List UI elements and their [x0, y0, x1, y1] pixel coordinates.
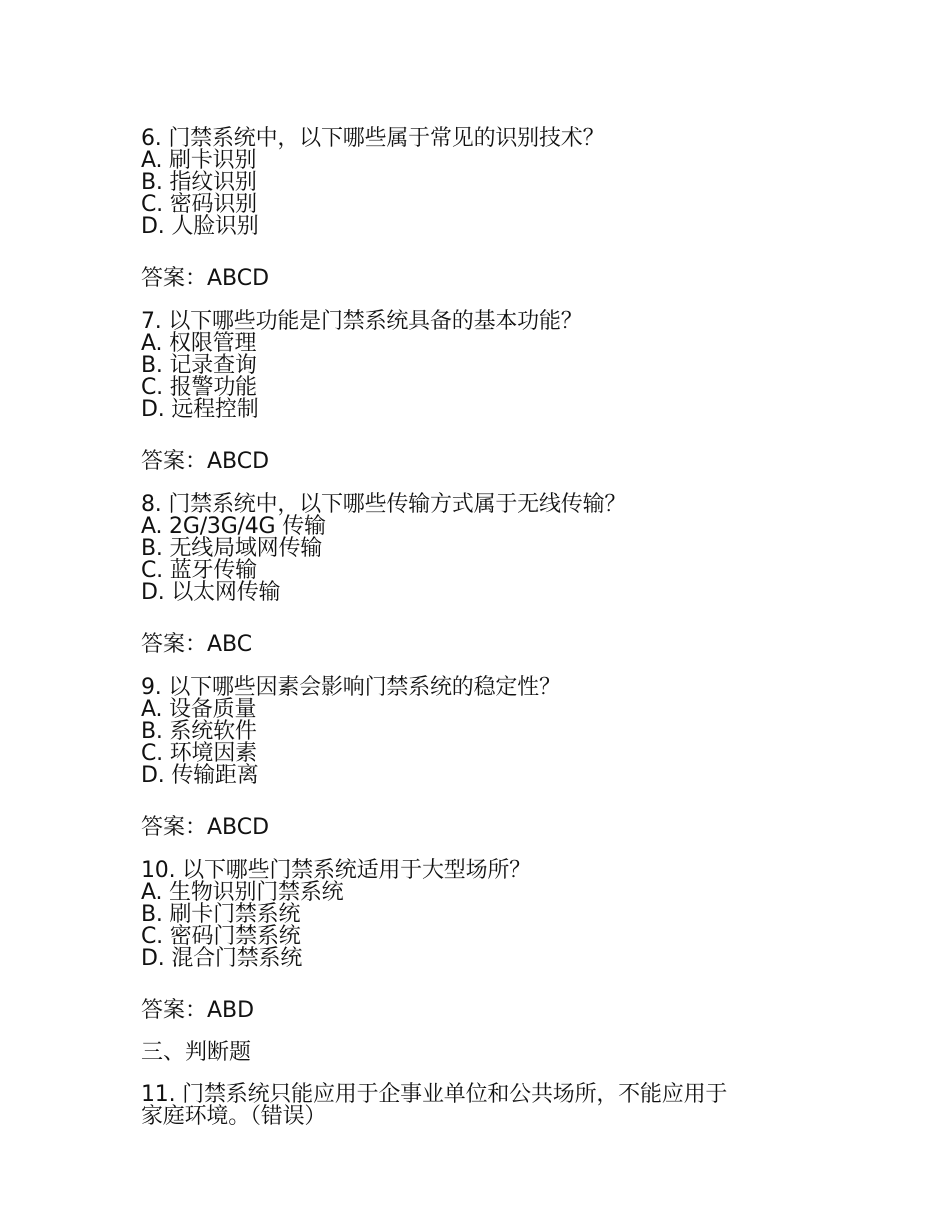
- answer: 答案：ABCD: [141, 266, 270, 291]
- question-7: [141, 311, 821, 421]
- option-b: B. 记录查询: [141, 353, 257, 378]
- option-a: A. 生物识别门禁系统: [141, 880, 344, 905]
- option-c: C. 报警功能: [141, 375, 257, 400]
- option-a: A. 权限管理: [141, 331, 257, 356]
- question-stem: 7. 以下哪些功能是门禁系统具备的基本功能？: [141, 309, 583, 334]
- question-stem: 9. 以下哪些因素会影响门禁系统的稳定性？: [141, 675, 561, 700]
- option-c: C. 环境因素: [141, 741, 257, 766]
- option-b: B. 无线局域网传输: [141, 536, 323, 561]
- question-stem: 6. 门禁系统中，以下哪些属于常见的识别技术？: [141, 126, 605, 151]
- option-d: D. 人脸识别: [141, 214, 259, 239]
- option-c: C. 密码识别: [141, 192, 257, 217]
- question-6: [141, 128, 821, 238]
- option-a: A. 刷卡识别: [141, 148, 257, 173]
- judgement-line-1: 11. 门禁系统只能应用于企事业单位和公共场所，不能应用于: [141, 1082, 728, 1107]
- option-a: A. 设备质量: [141, 697, 257, 722]
- question-stem: 10. 以下哪些门禁系统适用于大型场所？: [141, 858, 531, 883]
- question-stem: 8. 门禁系统中，以下哪些传输方式属于无线传输？: [141, 492, 627, 517]
- document-page: [141, 128, 821, 1128]
- question-11: [141, 1084, 821, 1128]
- option-c: C. 密码门禁系统: [141, 924, 301, 949]
- answer: 答案：ABCD: [141, 449, 270, 474]
- question-8: [141, 494, 821, 604]
- answer: 答案：ABC: [141, 632, 253, 657]
- option-b: B. 系统软件: [141, 719, 257, 744]
- option-d: D. 以太网传输: [141, 580, 281, 605]
- question-9: [141, 677, 821, 787]
- option-b: B. 指纹识别: [141, 170, 257, 195]
- option-d: D. 混合门禁系统: [141, 946, 303, 971]
- judgement-line-2: 家庭环境。（错误）: [141, 1104, 327, 1129]
- question-10: [141, 860, 821, 970]
- option-d: D. 远程控制: [141, 397, 259, 422]
- option-b: B. 刷卡门禁系统: [141, 902, 301, 927]
- answer: 答案：ABCD: [141, 815, 270, 840]
- section-title: 三、判断题: [141, 1040, 252, 1065]
- option-a: A. 2G/3G/4G 传输: [141, 514, 326, 539]
- option-c: C. 蓝牙传输: [141, 558, 257, 583]
- option-d: D. 传输距离: [141, 763, 259, 788]
- answer: 答案：ABD: [141, 998, 255, 1023]
